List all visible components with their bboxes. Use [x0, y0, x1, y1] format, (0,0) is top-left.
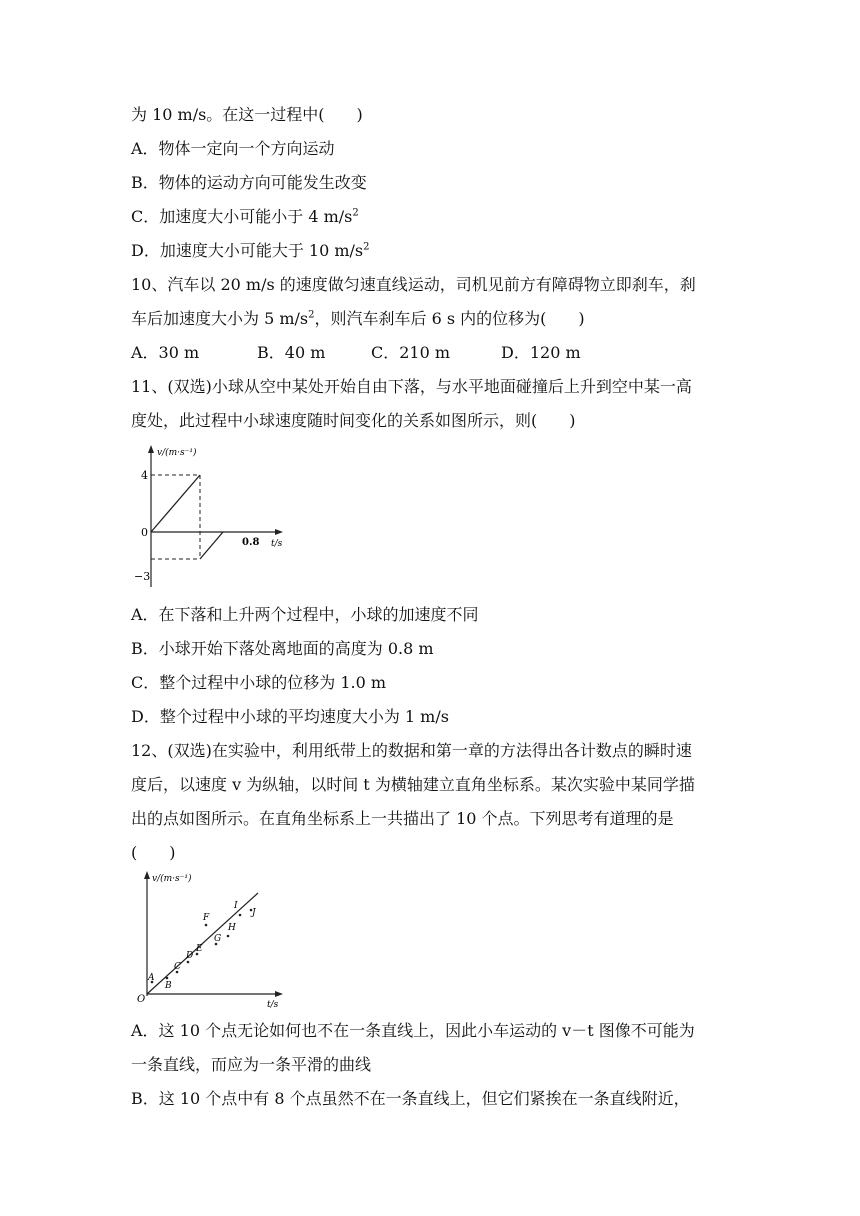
q12-origin-label: O [137, 994, 146, 1005]
q11-fall-segment [151, 475, 200, 532]
q12-y-axis-label: v/(m·s⁻¹) [152, 874, 192, 884]
q12-point-b [166, 977, 169, 980]
q12-point-f [205, 924, 208, 927]
q12-point-label-f: F [203, 913, 210, 923]
q12-y-axis-arrow [144, 871, 150, 879]
q11-vt-graph [130, 440, 300, 590]
q12-point-label-g: G [214, 934, 222, 944]
q10-options [131, 342, 581, 364]
q11-option-c: C．整个过程中小球的位移为 1.0 m [131, 673, 387, 692]
q12-option-b-line1: B．这 10 个点中有 8 个点虽然不在一条直线上，但它们紧挨在一条直线附近， [131, 1089, 690, 1108]
q10-stem-line2-b: ，则汽车刹车后 6 s 内的位移为( ) [314, 309, 585, 328]
q10-option-d: D．120 m [501, 343, 581, 362]
q11-y-tick-neg3: −3 [134, 570, 151, 583]
q10-stem-line2-sup: 2 [308, 309, 315, 321]
q12-point-label-j: J [252, 908, 256, 918]
q11-y-axis-label: v/(m·s⁻¹) [157, 448, 197, 458]
q10-stem-line2 [131, 308, 585, 330]
q12-x-axis-label: t/s [267, 1000, 279, 1010]
q11-y-tick-4: 4 [141, 469, 148, 482]
q9-option-b: B．物体的运动方向可能发生改变 [131, 173, 367, 192]
q10-stem-line1: 10、汽车以 20 m/s 的速度做匀速直线运动，司机见前方有障碍物立即刹车，刹 [131, 275, 696, 294]
q10-option-b: B．40 m [257, 343, 326, 362]
q12-option-a-line2: 一条直线，而应为一条平滑的曲线 [131, 1055, 372, 1074]
q12-data-points [147, 901, 257, 991]
q12-point-i [239, 914, 242, 917]
q11-x-axis-label: t/s [271, 539, 283, 549]
q12-point-label-c: C [174, 962, 181, 972]
q11-option-d: D．整个过程中小球的平均速度大小为 1 m/s [131, 707, 449, 726]
q12-stem-line3: 出的点如图所示。在直角坐标系上一共描出了 10 个点。下列思考有道理的是 [131, 809, 674, 828]
q12-stem-line4: ( ) [131, 843, 176, 862]
q9-option-c-text: C．加速度大小可能小于 4 m/s [131, 207, 353, 226]
q12-x-axis-arrow [275, 991, 283, 997]
q12-point-h [227, 935, 230, 938]
q12-point-label-d: D [186, 951, 194, 961]
q12-point-label-i: I [234, 901, 238, 911]
q12-point-label-e: E [196, 944, 203, 954]
q9-option-a: A．物体一定向一个方向运动 [131, 139, 335, 158]
q9-option-d-text: D．加速度大小可能大于 10 m/s [131, 241, 364, 260]
q9-stem-continuation: 为 10 m/s。在这一过程中( ) [131, 105, 363, 124]
q11-rise-segment [200, 532, 223, 559]
q11-stem-line2: 度处，此过程中小球速度随时间变化的关系如图所示，则( ) [131, 411, 576, 430]
q11-y-axis-arrow [148, 445, 154, 453]
q11-option-a: A．在下落和上升两个过程中，小球的加速度不同 [131, 605, 479, 624]
q12-point-d [187, 961, 190, 964]
q11-x-tick-08: 0.8 [242, 537, 260, 548]
q10-option-c: C．210 m [371, 343, 451, 362]
q11-stem-line1: 11、(双选)小球从空中某处开始自由下落，与水平地面碰撞后上升到空中某一高 [131, 377, 692, 396]
q9-option-c-sup: 2 [352, 207, 359, 219]
q12-stem-line2: 度后，以速度 v 为纵轴，以时间 t 为横轴建立直角坐标系。某次实验中某同学描 [131, 775, 695, 794]
q10-stem-line2-a: 车后加速度大小为 5 m/s [131, 309, 309, 328]
q12-point-label-b: B [165, 981, 172, 991]
q12-option-a-line1: A．这 10 个点无论如何也不在一条直线上，因此小车运动的 v－t 图像不可能为 [131, 1021, 695, 1040]
q11-y-tick-0: 0 [141, 526, 148, 539]
q12-vt-graph [130, 866, 290, 1008]
q12-point-label-a: A [148, 973, 155, 983]
q11-x-axis-arrow [275, 529, 283, 535]
q11-option-b: B．小球开始下落处离地面的高度为 0.8 m [131, 639, 434, 658]
q12-stem-line1: 12、(双选)在实验中，利用纸带上的数据和第一章的方法得出各计数点的瞬时速 [131, 741, 692, 760]
q12-point-label-h: H [228, 923, 236, 933]
q10-option-a: A．30 m [131, 343, 200, 362]
q9-option-d-sup: 2 [363, 241, 370, 253]
q9-option-d [131, 240, 370, 262]
q9-option-c [131, 206, 359, 228]
